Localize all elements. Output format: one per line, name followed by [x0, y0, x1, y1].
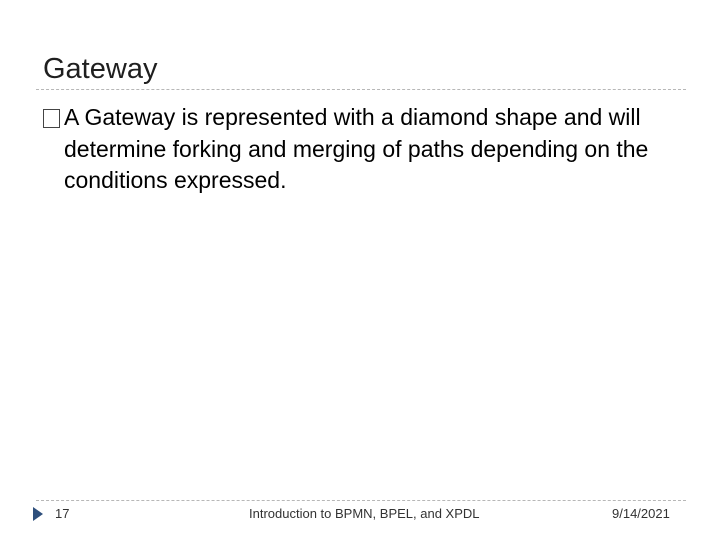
slide-title: Gateway	[43, 53, 158, 85]
footer-title: Introduction to BPMN, BPEL, and XPDL	[249, 506, 480, 521]
bullet-item	[43, 102, 683, 197]
bullet-text: A Gateway is represented with a diamond shape and will determine forking and merging of paths depending on the conditions expressed.	[64, 104, 649, 193]
square-bullet-icon	[43, 109, 60, 128]
footer-date: 9/14/2021	[612, 506, 670, 521]
title-divider	[36, 89, 686, 90]
triangle-arrow-icon	[33, 507, 43, 521]
page-number: 17	[55, 506, 70, 521]
bullet-list	[43, 102, 683, 197]
footer-divider	[36, 500, 686, 501]
